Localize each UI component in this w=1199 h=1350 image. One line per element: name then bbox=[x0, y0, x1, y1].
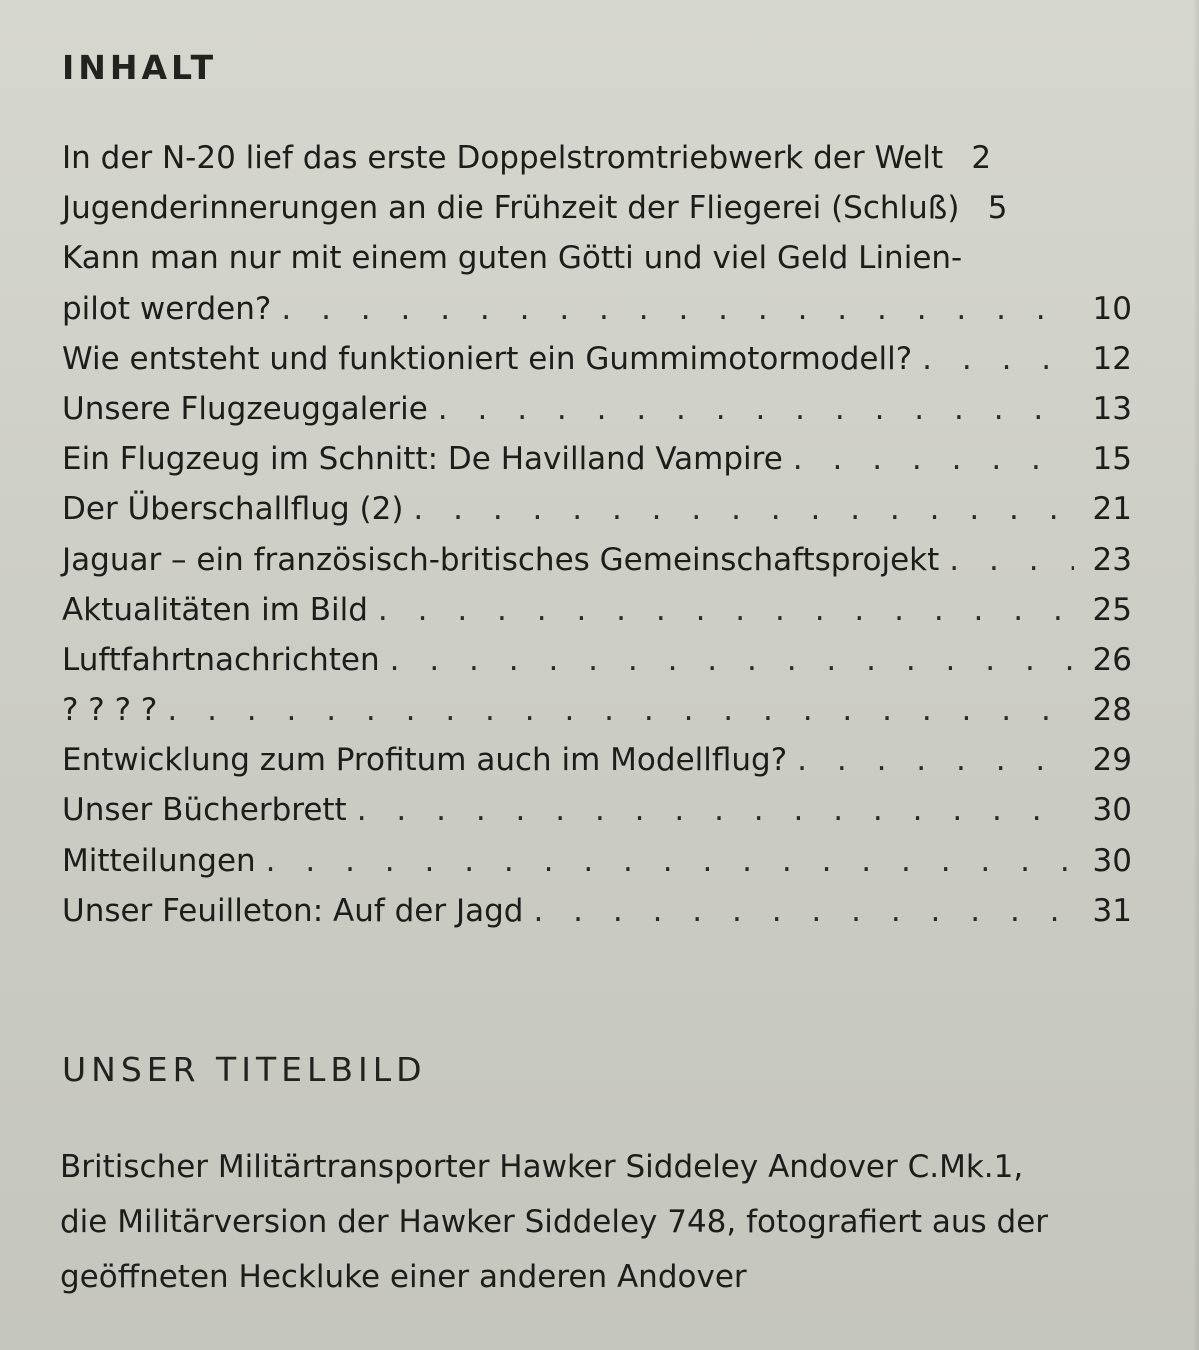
toc-leader-dots bbox=[357, 785, 1074, 835]
cover-heading: UNSER TITELBILD bbox=[62, 1050, 427, 1089]
toc-entry-page: 29 bbox=[1092, 742, 1132, 779]
toc-entry-page: 5 bbox=[987, 190, 1008, 227]
toc-entry-page: 30 bbox=[1092, 842, 1132, 879]
contents-heading: INHALT bbox=[62, 48, 218, 87]
toc-entry bbox=[62, 484, 1132, 534]
toc-entry-title: Jugenderinnerungen an die Frühzeit der Fliegerei (Schluß) bbox=[62, 190, 960, 227]
toc-entry-page: 15 bbox=[1092, 441, 1132, 478]
toc-entry bbox=[62, 635, 1132, 685]
toc-leader-dots bbox=[949, 535, 1074, 585]
toc-entry bbox=[62, 183, 1132, 233]
toc-leader-dots bbox=[390, 635, 1074, 685]
toc-entry-title: ? ? ? ? bbox=[62, 692, 158, 729]
toc-entry-title: Kann man nur mit einem guten Götti und viel Geld Linien- bbox=[62, 240, 963, 277]
toc-entry-title: Mitteilungen bbox=[62, 842, 256, 879]
toc-entry-page: 13 bbox=[1092, 390, 1132, 427]
toc-entry-title: Jaguar – ein französisch-britisches Gemeinschaftsprojekt bbox=[62, 541, 940, 578]
toc-entry-title: pilot werden? bbox=[62, 290, 272, 327]
toc-entry-title: Entwicklung zum Profitum auch im Modellflug? bbox=[62, 742, 788, 779]
toc-entry bbox=[62, 284, 1132, 334]
toc-leader-dots bbox=[167, 685, 1074, 735]
toc-entry-page: 23 bbox=[1092, 541, 1132, 578]
toc-leader-dots bbox=[281, 284, 1074, 334]
toc-entry bbox=[62, 735, 1132, 785]
toc-entry bbox=[62, 785, 1132, 835]
toc-entry bbox=[62, 233, 1132, 283]
toc-leader-dots bbox=[797, 735, 1074, 785]
toc-entry-title: In der N-20 lief das erste Doppelstromtriebwerk der Welt bbox=[62, 140, 944, 176]
cover-caption bbox=[60, 1140, 1170, 1305]
toc-entry-page: 2 bbox=[971, 140, 992, 176]
toc-entry-title: Luftfahrtnachrichten bbox=[62, 641, 380, 678]
table-of-contents bbox=[62, 133, 1132, 936]
toc-entry bbox=[62, 434, 1132, 484]
toc-leader-dots bbox=[922, 334, 1074, 384]
toc-entry bbox=[62, 334, 1132, 384]
toc-entry bbox=[62, 585, 1132, 635]
page-edge bbox=[1193, 0, 1199, 1350]
toc-leader-dots bbox=[533, 886, 1074, 936]
toc-entry bbox=[62, 535, 1132, 585]
toc-entry-page: 30 bbox=[1092, 792, 1132, 829]
toc-leader-dots bbox=[378, 585, 1074, 635]
toc-entry-page: 26 bbox=[1092, 641, 1132, 678]
toc-entry-title: Wie entsteht und funktioniert ein Gummimotormodell? bbox=[62, 340, 913, 377]
toc-entry bbox=[62, 685, 1132, 735]
toc-entry-page: 28 bbox=[1092, 692, 1132, 729]
toc-entry-title: Unser Bücherbrett bbox=[62, 792, 347, 829]
toc-entry bbox=[62, 384, 1132, 434]
cover-caption-line: geöffneten Heckluke einer anderen Andover bbox=[60, 1259, 747, 1295]
toc-leader-dots bbox=[438, 384, 1074, 434]
toc-entry-title: Ein Flugzeug im Schnitt: De Havilland Vampire bbox=[62, 441, 783, 478]
cover-caption-line: Britischer Militärtransporter Hawker Siddeley Andover C.Mk.1, bbox=[60, 1149, 1024, 1185]
toc-entry bbox=[62, 886, 1132, 936]
cover-caption-line: die Militärversion der Hawker Siddeley 748, fotografiert aus der bbox=[60, 1204, 1049, 1240]
toc-leader-dots bbox=[413, 484, 1074, 534]
toc-leader-dots bbox=[793, 434, 1074, 484]
toc-leader-dots bbox=[266, 836, 1074, 886]
toc-entry-title: Der Überschallflug (2) bbox=[62, 491, 404, 528]
toc-entry-title: Unser Feuilleton: Auf der Jagd bbox=[62, 892, 524, 929]
toc-entry-page: 21 bbox=[1092, 491, 1132, 528]
toc-entry-page: 12 bbox=[1092, 340, 1132, 377]
toc-entry bbox=[62, 133, 1132, 183]
toc-entry bbox=[62, 836, 1132, 886]
toc-entry-page: 10 bbox=[1092, 290, 1132, 327]
toc-entry-page: 25 bbox=[1092, 591, 1132, 628]
toc-entry-page: 31 bbox=[1092, 892, 1132, 929]
toc-entry-title: Unsere Flugzeuggalerie bbox=[62, 390, 428, 427]
toc-entry-title: Aktualitäten im Bild bbox=[62, 591, 368, 628]
